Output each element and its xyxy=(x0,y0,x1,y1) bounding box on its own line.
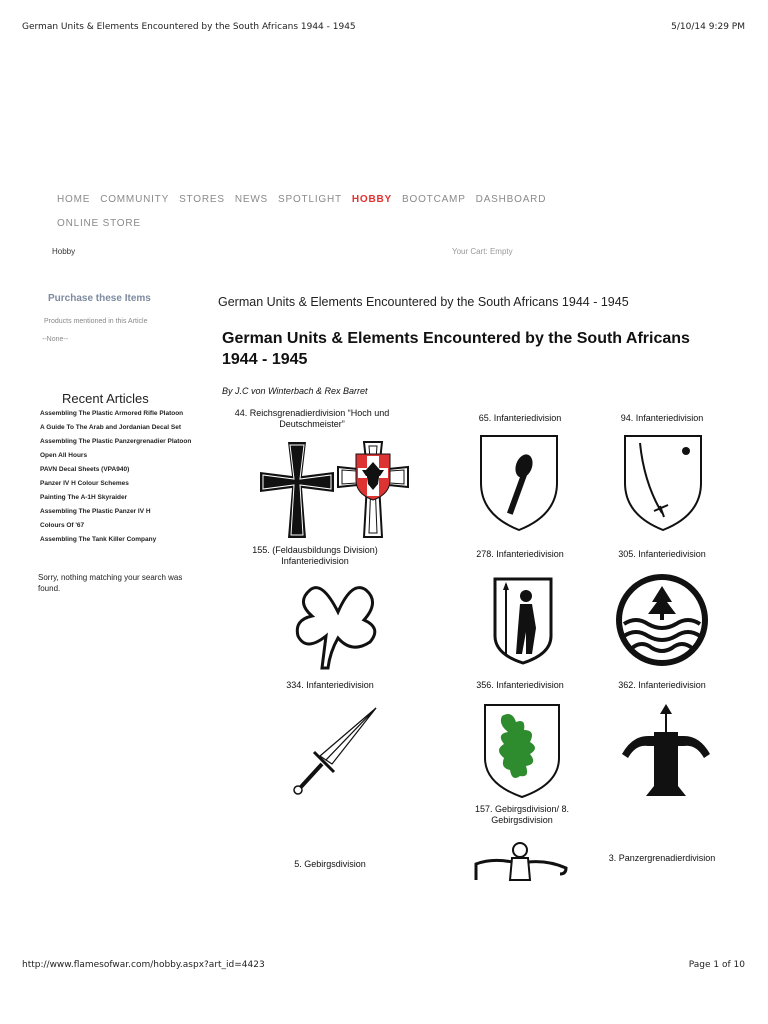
print-title: German Units & Elements Encountered by the South Africans 1944 - 1945 xyxy=(22,22,356,32)
search-message: Sorry, nothing matching your search was found. xyxy=(38,573,183,593)
caption-278: 278. Infanteriedivision xyxy=(476,549,564,559)
crossbow-icon xyxy=(618,702,714,800)
nav-hobby[interactable]: HOBBY xyxy=(351,194,393,205)
recent-article-link[interactable]: Assembling The Plastic Armored Rifle Platoon xyxy=(40,410,184,417)
sword-icon xyxy=(292,702,382,798)
caption-5: 5. Gebirgsdivision xyxy=(294,859,366,869)
recent-article-link[interactable]: Painting The A-1H Skyraider xyxy=(40,494,128,501)
caption-3: 3. Panzergrenadierdivision xyxy=(608,853,716,863)
article-title-line2: 1944 - 1945 xyxy=(222,351,308,368)
recent-articles-list xyxy=(40,410,200,550)
main-nav xyxy=(57,194,556,205)
tree-waves-roundel-icon xyxy=(614,572,710,668)
caption-305: 305. Infanteriedivision xyxy=(618,549,706,559)
nav-dashboard[interactable]: DASHBOARD xyxy=(475,194,547,205)
clover-icon xyxy=(292,576,384,672)
purchase-title: Purchase these Items xyxy=(48,293,151,304)
nav-online-store[interactable]: ONLINE STORE xyxy=(57,218,141,229)
nav-stores[interactable]: STORES xyxy=(179,194,225,205)
recent-article-link[interactable]: Open All Hours xyxy=(40,452,88,459)
print-page: Page 1 of 10 xyxy=(688,960,745,970)
recent-article-link[interactable]: Assembling The Plastic Panzer IV H xyxy=(40,508,151,515)
caption-94: 94. Infanteriedivision xyxy=(620,413,704,423)
oak-leaf-shield-icon xyxy=(482,702,562,800)
nav-spotlight[interactable]: SPOTLIGHT xyxy=(278,194,342,205)
nav-bootcamp[interactable]: BOOTCAMP xyxy=(402,194,466,205)
caption-334: 334. Infanteriedivision xyxy=(286,680,374,690)
caption-362: 362. Infanteriedivision xyxy=(618,680,706,690)
cart-status[interactable]: Your Cart: Empty xyxy=(452,247,513,256)
recent-article-link[interactable]: A Guide To The Arab and Jordanian Decal Set xyxy=(40,424,181,431)
recent-articles-title: Recent Articles xyxy=(62,391,149,406)
products-none: --None-- xyxy=(42,336,69,343)
nav-home[interactable]: HOME xyxy=(57,194,91,205)
recent-article-link[interactable]: Colours Of '67 xyxy=(40,522,85,529)
recent-article-link[interactable]: PAVN Decal Sheets (VPA940) xyxy=(40,466,130,473)
recent-article-link[interactable]: Assembling The Plastic Panzergrenadier Platoon xyxy=(40,438,192,445)
iron-cross-icon xyxy=(258,440,336,540)
recent-article-link[interactable]: Panzer IV H Colour Schemes xyxy=(40,480,129,487)
caption-157: 157. Gebirgsdivision/ 8. Gebirgsdivision xyxy=(474,804,570,825)
byline: By J.C von Winterbach & Rex Barret xyxy=(222,386,368,396)
breadcrumb[interactable]: Hobby xyxy=(52,247,76,256)
caption-65: 65. Infanteriedivision xyxy=(478,413,562,423)
page-subtitle: German Units & Elements Encountered by the South Africans 1944 - 1945 xyxy=(218,295,629,309)
hoch-deutschmeister-cross-icon xyxy=(336,440,410,540)
products-note: Products mentioned in this Article xyxy=(44,318,148,325)
caption-155: 155. (Feldausbildungs Division) Infanteriedivision xyxy=(252,545,378,566)
sabre-shield-icon xyxy=(622,433,704,533)
print-url[interactable]: http://www.flamesofwar.com/hobby.aspx?art_id=4423 xyxy=(22,960,265,970)
stick-grenade-shield-icon xyxy=(478,433,560,533)
edelweiss-figure-icon xyxy=(470,840,570,882)
caption-356: 356. Infanteriedivision xyxy=(476,680,564,690)
caption-44: 44. Reichsgrenadierdivision “Hoch und Deutschmeister” xyxy=(234,408,390,429)
print-datetime: 5/10/14 9:29 PM xyxy=(671,22,745,32)
recent-article-link[interactable]: Assembling The Tank Killer Company xyxy=(40,536,157,543)
article-title xyxy=(222,328,722,370)
article-title-line1: German Units & Elements Encountered by the South Africans xyxy=(222,330,690,347)
nav-community[interactable]: COMMUNITY xyxy=(100,194,170,205)
warrior-shield-icon xyxy=(492,576,554,666)
nav-news[interactable]: NEWS xyxy=(234,194,269,205)
